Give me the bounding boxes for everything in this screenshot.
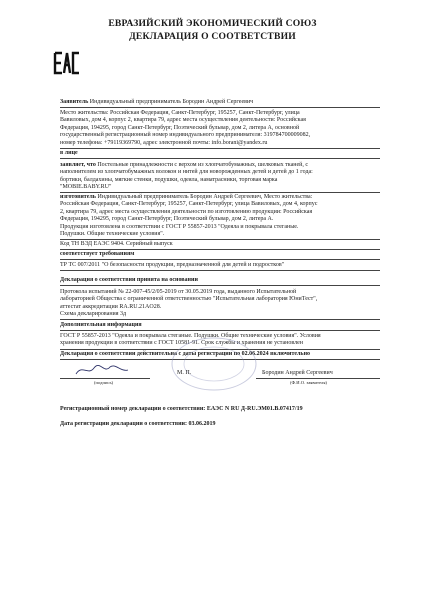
manufacturer-label: изготовитель xyxy=(60,194,96,200)
product-description xyxy=(60,162,380,192)
signature-line xyxy=(60,378,150,379)
stamp-place-label: М. П. xyxy=(177,370,192,376)
additional-label: Дополнительная информация xyxy=(60,322,142,328)
applicant-address xyxy=(60,110,380,147)
divider xyxy=(60,249,380,250)
requirements-label: соответствует требованиям xyxy=(60,251,135,257)
address-line: государственный регистрационный номер индивидуального предпринимателя: 319784700009082, xyxy=(60,132,311,139)
product-line: бортики, балдахины, мягкие стенки, подушки, одеяла, наматрасники, торговая марка xyxy=(60,176,278,183)
validity-text: Декларация о соответствии действительна с даты регистрации по 02.06.2024 включительно xyxy=(60,351,311,357)
in-person-label: в лице xyxy=(60,150,78,156)
product-line: Постельные принадлежности с верхом из хлопчатобумажных, шелковых тканей, с xyxy=(97,162,309,168)
product-line: наполнителем из хлопчатобумажных волокон и нитей для новорожденных детей и детей до 1 года: xyxy=(60,169,313,176)
stamp-seal-icon xyxy=(168,334,260,394)
manufacturer-line: Подушки. Общие технические условия". xyxy=(60,231,165,238)
signer-name: Бородин Андрей Сергеевич xyxy=(262,370,333,376)
manufacturer-line: Российская Федерация, Санкт-Петербург, 195257, Санкт-Петербург, улица Вавиловых, дом 4, корпус xyxy=(60,201,318,208)
union-title: ЕВРАЗИЙСКИЙ ЭКОНОМИЧЕСКИЙ СОЮЗ xyxy=(108,18,317,29)
divider xyxy=(60,285,380,286)
basis-line: Схема декларирования 3д xyxy=(60,311,127,318)
divider xyxy=(60,192,380,193)
registration-date: 03.06.2019 xyxy=(188,421,216,427)
divider xyxy=(60,330,380,331)
manufacturer-line: 2, квартира 79, адрес места осуществления деятельности по изготовлению продукции: Российская xyxy=(60,208,313,215)
address-line: Вавиловых, дом 4, корпус 2, квартира 79, адрес места осуществления деятельности: Российская xyxy=(60,117,306,124)
divider xyxy=(60,270,380,271)
divider xyxy=(60,158,380,159)
declaration-title: ДЕКЛАРАЦИЯ О СООТВЕТСТВИИ xyxy=(129,31,296,42)
divider xyxy=(60,259,380,260)
registration-number: ЕАЭС N RU Д-RU.ЭМ01.В.07417/19 xyxy=(206,406,303,412)
handwritten-signature-icon xyxy=(72,362,132,378)
manufacturer-line: Федерация, 194295, город Санкт-Петербург, Поэтический бульвар, дом 2, литера А. xyxy=(60,216,274,223)
in-person-line xyxy=(60,150,380,157)
registration-date-line xyxy=(60,421,390,428)
basis-line: лабораторией Общества с ограниченной ответственностью "Испытательная лаборатория ЮниТест", xyxy=(60,296,318,303)
additional-line: ГОСТ Р 55857-2013 "Одеяла и покрывала стеганые. Подушки. Общие технические условия". Условия xyxy=(60,333,321,339)
divider xyxy=(60,107,380,108)
address-line: Место жительства: Российская Федерация, Санкт-Петербург, 195257, Санкт-Петербург, улица xyxy=(60,110,300,116)
applicant-line xyxy=(60,99,380,106)
manufacturer-line: Индивидуальный предприниматель Бородин Андрей Сергеевич, Место жительства: xyxy=(97,194,313,200)
declares-label: заявляет, что xyxy=(60,162,96,168)
divider xyxy=(60,319,380,320)
address-line: номер телефона: +79119369790, адрес электронной почты: info.borani@yandex.ru xyxy=(60,139,268,146)
manufacturer-block xyxy=(60,194,380,238)
applicant-label: Заявитель xyxy=(60,99,89,105)
signer-caption: (Ф.И.О. заявителя) xyxy=(290,380,327,385)
registration-date-label: Дата регистрации декларации о соответствии: xyxy=(60,421,188,427)
registration-number-label: Регистрационный номер декларации о соответствии: xyxy=(60,406,206,412)
divider xyxy=(60,239,380,240)
requirements-text: ТР ТС 007/2011 "О безопасности продукции, предназначенной для детей и подростков" xyxy=(60,262,285,268)
basis-text xyxy=(60,289,380,319)
signature-caption: (подпись) xyxy=(94,380,114,385)
eac-logo-icon xyxy=(52,48,82,78)
basis-line: Протокола испытаний № 22-007-45/2/05-2019 от 30.05.2019 года, выданного Испытательной xyxy=(60,289,297,295)
basis-line: аттестат аккредитации RA.RU.21AO28. xyxy=(60,303,162,310)
manufacturer-line: Продукция изготовлена в соответствии с ГОСТ Р 55857-2013 "Одеяла и покрывала стеганые. xyxy=(60,223,299,230)
registration-number-line xyxy=(60,406,390,413)
divider xyxy=(60,148,380,149)
basis-label: Декларация о соответствии принята на основании xyxy=(60,277,198,283)
address-line: Федерация, 194295, город Санкт-Петербург, Поэтический бульвар, дом 2, литера А, основной xyxy=(60,124,300,131)
hs-code: Код ТН ВЭД ЕАЭС 9404. Серийный выпуск xyxy=(60,241,173,247)
additional-line: хранения продукции в соответствии с ГОСТ 10581-91. Срок службы и хранения не установлен xyxy=(60,340,303,347)
applicant-name: Индивидуальный предприниматель Бородин Андрей Сергеевич xyxy=(89,99,254,105)
signer-line xyxy=(256,378,380,379)
product-line: "MOBIE.BABY.RU" xyxy=(60,184,112,191)
